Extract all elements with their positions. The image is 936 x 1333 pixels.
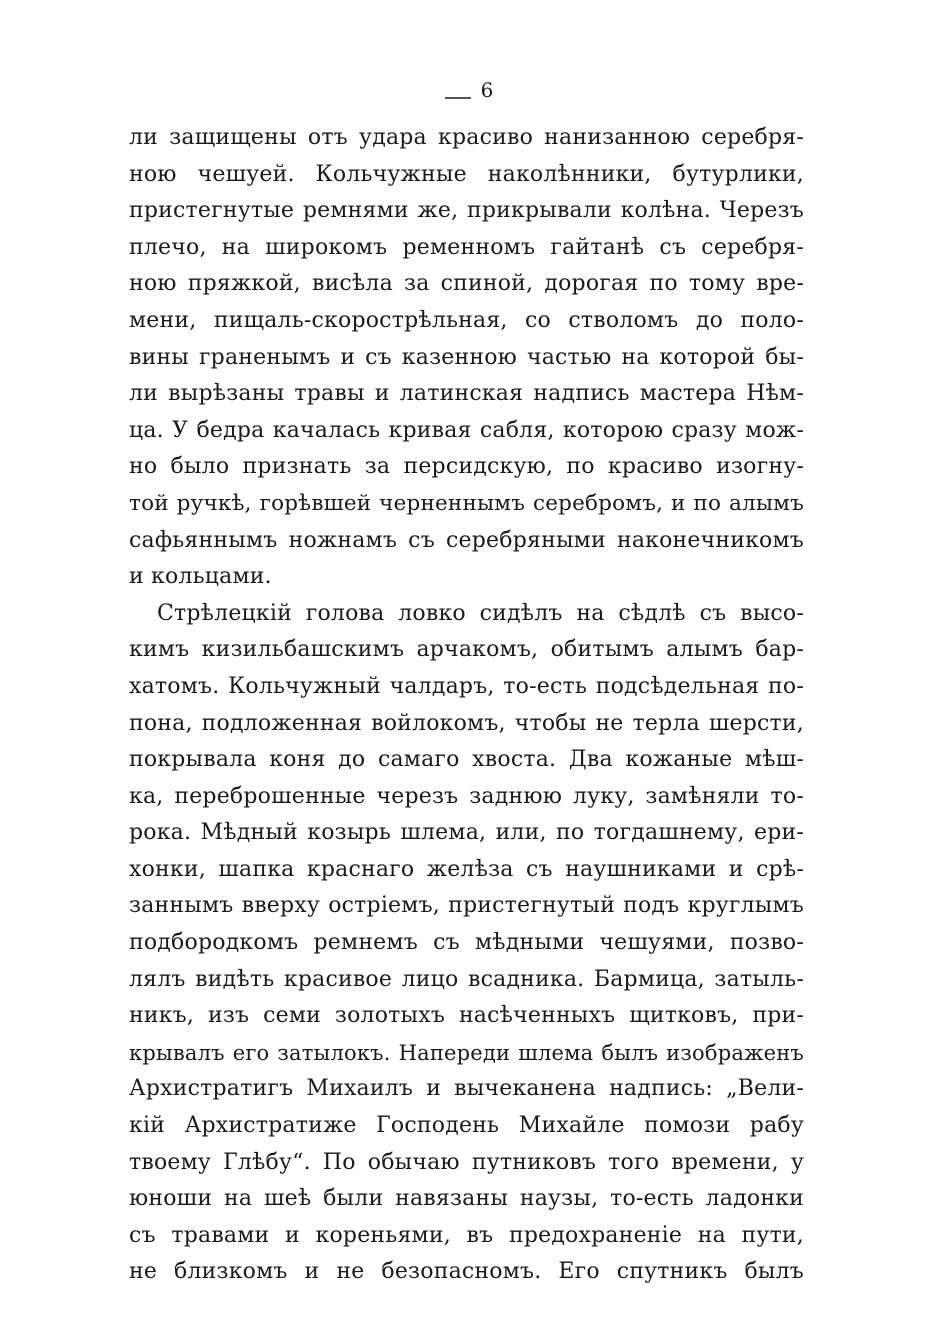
text-line: Архистратигъ Михаилъ и вычеканена надпись: „Вели- — [129, 1076, 804, 1102]
text-line: твоему Глѣбу“. По обычаю путниковъ того времени, у — [129, 1149, 804, 1175]
text-line: покрывала коня до самаго хвоста. Два кожаные мѣш- — [129, 747, 804, 773]
body-text — [129, 120, 804, 1291]
text-line: Стрѣлецкій голова ловко сидѣлъ на сѣдлѣ съ высо- — [157, 600, 804, 626]
text-line: лялъ видѣть красивое лицо всадника. Бармица, затыль- — [129, 966, 804, 992]
text-line: той ручкѣ, горѣвшей черненнымъ серебромъ, и по алымъ — [129, 490, 804, 516]
text-line: пристегнутые ремнями же, прикрывали колѣна. Черезъ — [129, 198, 804, 224]
text-line: пона, подложенная войлокомъ, чтобы не терла шерсти, — [129, 710, 804, 736]
text-line: не близкомъ и не безопасномъ. Его спутникъ былъ — [129, 1259, 804, 1285]
text-line: кимъ кизильбашскимъ арчакомъ, обитымъ алымъ бар- — [129, 637, 804, 663]
text-line: заннымъ вверху остріемъ, пристегнутый подъ круглымъ — [129, 893, 804, 919]
text-line: ною пряжкой, висѣла за спиной, дорогая по тому вре- — [129, 271, 804, 297]
text-line: ли защищены отъ удара красиво нанизанною серебря- — [129, 125, 804, 150]
text-line: никъ, изъ семи золотыхъ насѣченныхъ щитковъ, при- — [129, 1003, 804, 1029]
text-line: но было признать за персидскую, по красиво изогну- — [129, 454, 804, 480]
text-line: хонки, шапка краснаго желѣза съ наушниками и срѣ- — [129, 856, 804, 882]
text-line: юноши на шеѣ были навязаны наузы, то-есть ладонки — [129, 1186, 804, 1212]
text-line: мени, пищаль-скорострѣльная, со стволомъ до поло- — [129, 307, 804, 333]
text-line: сафьяннымъ ножнамъ съ серебряными наконечникомъ — [129, 527, 804, 553]
text-line: подбородкомъ ремнемъ съ мѣдными чешуями, позво- — [129, 930, 804, 956]
text-line: крывалъ его затылокъ. Напереди шлема былъ изображенъ — [129, 1040, 804, 1065]
text-line: плечо, на широкомъ ременномъ гайтанѣ съ серебря- — [129, 234, 804, 260]
page-number — [0, 78, 936, 102]
text-line: ка, переброшенные черезъ заднюю луку, замѣняли то- — [129, 783, 804, 809]
text-line: ца. У бедра качалась кривая сабля, которою сразу мож- — [129, 417, 804, 443]
text-line: рока. Мѣдный козырь шлема, или, по тогдашнему, ери- — [129, 820, 804, 846]
page-number-value: 6 — [480, 78, 494, 102]
paragraph-1 — [129, 120, 804, 596]
text-line: ною чешуей. Кольчужные наколѣнники, бутурлики, — [129, 161, 804, 187]
text-line: съ травами и кореньями, въ предохраненіе на пути, — [129, 1222, 804, 1248]
text-line: вины граненымъ и съ казенною частью на которой бы- — [129, 344, 804, 370]
text-line: кій Архистратиже Господень Михайле помози рабу — [129, 1113, 804, 1139]
text-line: ли вырѣзаны травы и латинская надпись мастера Нѣм- — [129, 381, 804, 407]
page-number-dash — [445, 97, 471, 99]
text-line: хатомъ. Кольчужный чалдаръ, то-есть подсѣдельная по- — [129, 673, 804, 699]
text-line: и кольцами. — [129, 564, 272, 590]
paragraph-2 — [129, 596, 804, 1291]
